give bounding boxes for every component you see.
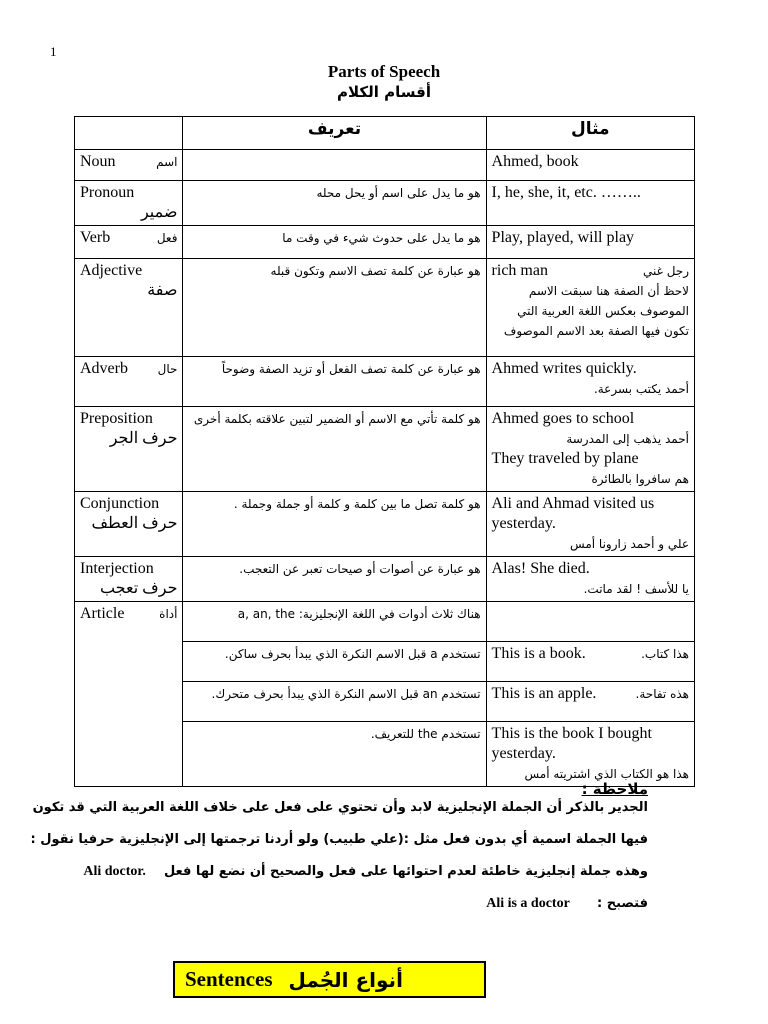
definition-cell: هو عبارة عن كلمة تصف الاسم وتكون قبله [183, 259, 486, 357]
example-cell [486, 642, 694, 682]
page-title: Parts of Speech [327, 62, 441, 81]
example-ar: هم سافروا بالطائرة [591, 472, 689, 486]
term-ar: حرف تعجب [99, 580, 178, 597]
term-cell [75, 259, 183, 357]
example-cell [486, 722, 694, 787]
example-cell [486, 492, 694, 557]
page-number: 1 [50, 44, 57, 59]
example-cell [486, 407, 694, 492]
definition-cell: هو ما يدل على حدوث شيء في وقت ما [183, 226, 486, 259]
sentences-en: Sentences [185, 967, 273, 991]
table-row [75, 602, 695, 642]
header-example: مثال [486, 117, 694, 150]
example-en: Ahmed goes to school [491, 410, 635, 427]
note-line-3-ar: وهذه جملة إنجليزية خاطئة لعدم احتوائها على فعل والصحيح أن نضع لها فعل [163, 864, 648, 879]
term-cell [75, 357, 183, 407]
note-line-3 [8, 864, 648, 880]
term-en: Conjunction [80, 495, 160, 512]
definition-cell: هناك ثلاث أدوات في اللغة الإنجليزية: a, an, the [183, 602, 486, 642]
example-en: rich man [491, 262, 548, 279]
header-term [75, 117, 183, 150]
note-line-3-en: Ali doctor. [83, 864, 146, 879]
example-en: Ali and Ahmad visited us yesterday. [491, 495, 655, 532]
example-ar: أحمد يكتب بسرعة. [593, 382, 689, 396]
example-cell [486, 682, 694, 722]
definition-cell: تستخدم a قبل الاسم النكرة الذي يبدأ بحرف ساكن. [183, 642, 486, 682]
header-definition: تعريف [183, 117, 486, 150]
example-ar: هذا هو الكتاب الذي اشتريته أمس [524, 767, 689, 781]
term-ar: ضمير [140, 204, 178, 221]
sentences-ar: أنواع الجُمل [288, 967, 403, 992]
term-en: Preposition [80, 410, 153, 427]
term-cell [75, 226, 183, 259]
example-en: This is a book. [491, 645, 586, 662]
term-en: Adverb [80, 360, 128, 377]
example-ar: أحمد يذهب إلى المدرسة [566, 432, 689, 446]
definition-cell: تستخدم an قبل الاسم النكرة الذي يبدأ بحرف متحرك. [183, 682, 486, 722]
example-cell: I, he, she, it, etc. …….. [486, 181, 694, 226]
note-line-4-ar: فتصبح : [596, 896, 648, 911]
term-ar: حال [157, 362, 178, 376]
term-cell [75, 557, 183, 602]
definition-cell: هو كلمة تأتي مع الاسم أو الضمير لتبين علاقته بكلمة أخرى [183, 407, 486, 492]
table-header-row [75, 117, 695, 150]
term-cell [75, 150, 183, 181]
example-cell [486, 557, 694, 602]
example-cell: Play, played, will play [486, 226, 694, 259]
term-ar: أداة [159, 607, 178, 621]
example-en: Alas! She died. [491, 560, 590, 577]
table-row [75, 557, 695, 602]
term-ar: صفة [147, 282, 178, 299]
note-line-2: فيها الجملة اسمية أي بدون فعل مثل :(علي طبيب) ولو أردنا ترجمتها إلى الإنجليزية حرفيا نقول : [30, 832, 648, 847]
term-ar: حرف الجر [109, 430, 178, 447]
example-ar: يا للأسف ! لقد ماتت. [583, 582, 689, 596]
term-cell [75, 407, 183, 492]
definition-cell: هو كلمة تصل ما بين كلمة و كلمة أو جملة وجملة . [183, 492, 486, 557]
note-heading: ملاحظة : [581, 780, 648, 798]
term-en: Verb [80, 229, 111, 246]
note-line-4 [8, 896, 648, 912]
example-ar: هذا كتاب. [641, 647, 689, 661]
example-note: لاحظ أن الصفة هنا سبقت الاسم الموصوف بعكس اللغة العربية التي تكون فيها الصفة بعد الاسم الموصوف [503, 284, 689, 338]
term-ar: اسم [156, 155, 178, 169]
page-subtitle: أقسام الكلام [337, 83, 431, 101]
example-cell: Ahmed, book [486, 150, 694, 181]
sentences-heading-box [173, 961, 486, 998]
note-line-4-en: Ali is a doctor [486, 896, 570, 911]
table-row [75, 492, 695, 557]
term-en: Article [80, 605, 125, 622]
term-en: Noun [80, 153, 116, 170]
table-row [75, 407, 695, 492]
example-cell [486, 357, 694, 407]
example-ar: علي و أحمد زارونا أمس [570, 537, 689, 551]
term-en: Interjection [80, 560, 154, 577]
example-en: This is the book I bought yesterday. [491, 725, 652, 762]
example-en: Ahmed writes quickly. [491, 360, 637, 377]
table-row [75, 357, 695, 407]
parts-of-speech-table [74, 116, 695, 787]
definition-cell: هو عبارة عن كلمة تصف الفعل أو تزيد الصفة وضوحاً [183, 357, 486, 407]
term-cell [75, 492, 183, 557]
note-line-1: الجدير بالذكر أن الجملة الإنجليزية لابد وأن تحتوي على فعل على خلاف اللغة العربية التي قد تكون [32, 800, 648, 815]
example-en: They traveled by plane [491, 450, 639, 467]
example-ar: رجل غني [642, 264, 689, 278]
example-en: This is an apple. [491, 685, 597, 702]
term-ar: حرف العطف [91, 515, 178, 532]
term-en: Adjective [80, 262, 143, 279]
definition-cell: هو عبارة عن أصوات أو صيحات تعبر عن التعجب. [183, 557, 486, 602]
term-cell [75, 602, 183, 787]
table-row [75, 181, 695, 226]
table-row [75, 150, 695, 181]
table-row [75, 226, 695, 259]
term-en: Pronoun [80, 184, 135, 201]
example-cell [486, 602, 694, 642]
example-cell [486, 259, 694, 357]
table-row [75, 259, 695, 357]
term-ar: فعل [156, 231, 178, 245]
definition-cell [183, 150, 486, 181]
term-cell [75, 181, 183, 226]
example-ar: هذه تفاحة. [635, 687, 689, 701]
definition-cell: هو ما يدل على اسم أو يحل محله [183, 181, 486, 226]
definition-cell: تستخدم the للتعريف. [183, 722, 486, 787]
